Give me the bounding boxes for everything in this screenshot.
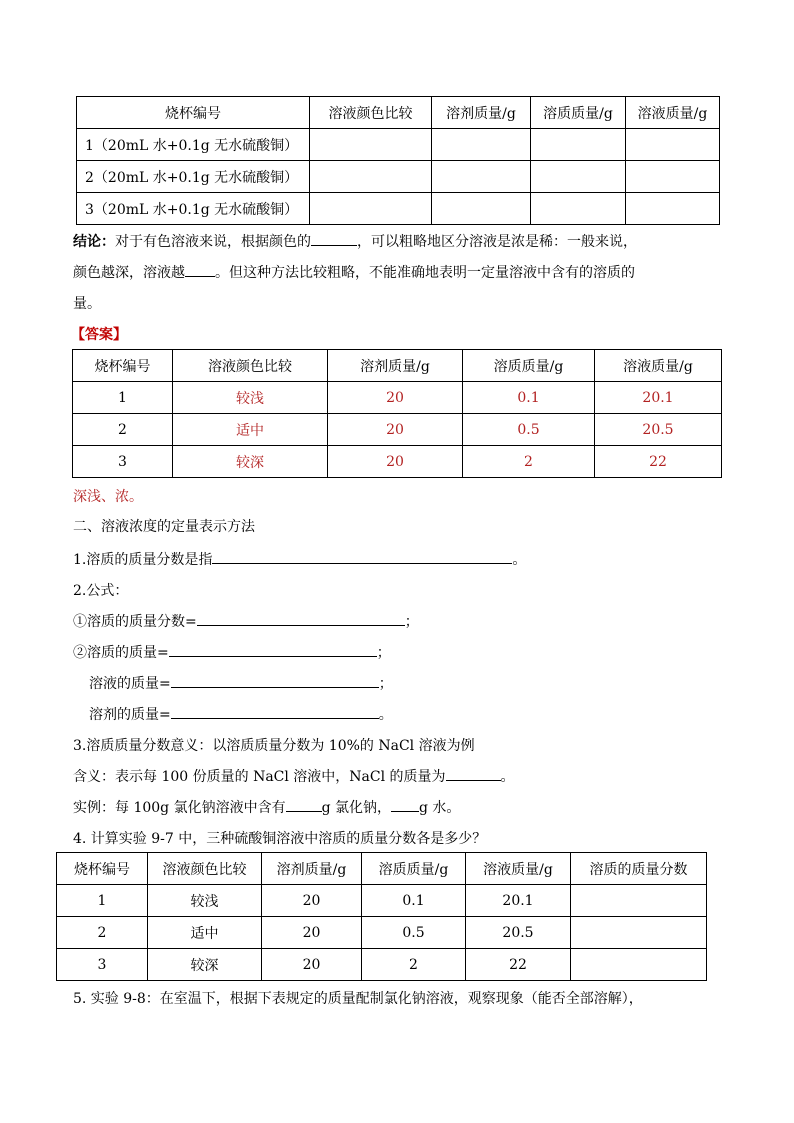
meaning-text: 含义：表示每 100 份质量的 NaCl 溶液中，NaCl 的质量为 bbox=[73, 769, 446, 785]
header-cell: 溶液质量/g bbox=[626, 97, 720, 129]
formula-4 bbox=[89, 704, 393, 724]
cell: 20.1 bbox=[466, 885, 571, 917]
header-cell: 烧杯编号 bbox=[77, 97, 310, 129]
formula-text: 溶液的质量= bbox=[89, 676, 171, 692]
cell: 较深 bbox=[173, 446, 328, 478]
example-text: g 氯化钠， bbox=[321, 800, 392, 816]
blank-line bbox=[169, 642, 377, 657]
blank-line bbox=[171, 704, 379, 719]
cell: 20 bbox=[328, 446, 463, 478]
cell bbox=[571, 949, 707, 981]
question-5: 5. 实验 9-8：在室温下，根据下表规定的质量配制氯化钠溶液，观察现象（能否全部溶解）， bbox=[73, 991, 643, 1007]
header-cell: 烧杯编号 bbox=[57, 853, 148, 885]
table-row bbox=[77, 161, 720, 193]
beaker-label: 1（20mL 水+0.1g 无水硫酸铜） bbox=[77, 129, 310, 161]
cell: 适中 bbox=[173, 414, 328, 446]
cell: 20 bbox=[262, 949, 362, 981]
meaning-line bbox=[73, 766, 515, 786]
header-cell: 溶液颜色比较 bbox=[310, 97, 432, 129]
beaker-table-answer bbox=[72, 349, 722, 478]
answer-label: 【答案】 bbox=[71, 327, 127, 343]
table-header-row bbox=[73, 350, 722, 382]
table-row bbox=[73, 446, 722, 478]
example-text: g 水。 bbox=[419, 800, 461, 816]
formula-text: ①溶质的质量分数= bbox=[73, 614, 197, 630]
header-cell: 溶质质量/g bbox=[531, 97, 626, 129]
example-text: 实例：每 100g 氯化钠溶液中含有 bbox=[73, 800, 286, 816]
cell: 20.5 bbox=[595, 414, 722, 446]
cell: 0.5 bbox=[362, 917, 466, 949]
header-cell: 溶质质量/g bbox=[463, 350, 595, 382]
cell: 较浅 bbox=[148, 885, 262, 917]
header-cell: 溶液质量/g bbox=[595, 350, 722, 382]
cell: 3 bbox=[73, 446, 173, 478]
mass-fraction-table bbox=[56, 852, 707, 981]
question-1 bbox=[73, 549, 526, 569]
blank-line bbox=[286, 797, 322, 812]
blank-line bbox=[212, 549, 512, 564]
table-header-row bbox=[77, 97, 720, 129]
header-cell: 溶液颜色比较 bbox=[173, 350, 328, 382]
formula-text: ； bbox=[378, 676, 393, 692]
question-3: 3.溶质质量分数意义：以溶质质量分数为 10%的 NaCl 溶液为例 bbox=[73, 738, 475, 754]
cell: 2 bbox=[362, 949, 466, 981]
cell: 20.1 bbox=[595, 382, 722, 414]
blank-line bbox=[311, 231, 357, 246]
beaker-table-blank bbox=[76, 96, 720, 225]
conclusion-text: ，可以粗略地区分溶液是浓是稀：一般来说， bbox=[357, 234, 637, 250]
formula-3 bbox=[89, 673, 393, 693]
cell: 1 bbox=[73, 382, 173, 414]
cell bbox=[571, 885, 707, 917]
table-row bbox=[73, 414, 722, 446]
section-heading: 二、溶液浓度的定量表示方法 bbox=[73, 519, 255, 535]
cell: 0.1 bbox=[362, 885, 466, 917]
formula-text: 。 bbox=[378, 707, 393, 723]
meaning-text: 。 bbox=[500, 769, 515, 785]
cell: 0.5 bbox=[463, 414, 595, 446]
conclusion-line-1 bbox=[73, 231, 637, 251]
table-row bbox=[57, 917, 707, 949]
table-row bbox=[73, 382, 722, 414]
header-cell: 溶剂质量/g bbox=[328, 350, 463, 382]
header-cell: 溶质质量/g bbox=[362, 853, 466, 885]
cell: 20 bbox=[262, 885, 362, 917]
conclusion-text: 量。 bbox=[73, 296, 101, 312]
blank-line bbox=[171, 673, 379, 688]
beaker-label: 3（20mL 水+0.1g 无水硫酸铜） bbox=[77, 193, 310, 225]
cell: 0.1 bbox=[463, 382, 595, 414]
cell: 较浅 bbox=[173, 382, 328, 414]
conclusion-text: 。但这种方法比较粗略，不能准确地表明一定量溶液中含有的溶质的 bbox=[215, 265, 635, 281]
beaker-label: 2（20mL 水+0.1g 无水硫酸铜） bbox=[77, 161, 310, 193]
formula-2 bbox=[73, 642, 391, 662]
table-row bbox=[77, 129, 720, 161]
header-cell: 溶液质量/g bbox=[466, 853, 571, 885]
cell: 20.5 bbox=[466, 917, 571, 949]
cell: 适中 bbox=[148, 917, 262, 949]
cell: 较深 bbox=[148, 949, 262, 981]
formula-text: 溶剂的质量= bbox=[89, 707, 171, 723]
cell: 22 bbox=[595, 446, 722, 478]
answer-text: 深浅、浓。 bbox=[73, 489, 143, 505]
cell: 3 bbox=[57, 949, 148, 981]
cell: 2 bbox=[73, 414, 173, 446]
cell: 20 bbox=[328, 382, 463, 414]
table-row bbox=[57, 885, 707, 917]
question-text: 。 bbox=[512, 552, 527, 568]
header-cell: 溶剂质量/g bbox=[262, 853, 362, 885]
question-2: 2.公式： bbox=[73, 583, 129, 599]
formula-text: ②溶质的质量= bbox=[73, 645, 169, 661]
blank-line bbox=[391, 797, 419, 812]
conclusion-label: 结论： bbox=[73, 234, 115, 250]
formula-text: ； bbox=[404, 614, 419, 630]
table-header-row bbox=[57, 853, 707, 885]
conclusion-text: 对于有色溶液来说，根据颜色的 bbox=[115, 234, 311, 250]
cell: 2 bbox=[463, 446, 595, 478]
conclusion-line-3 bbox=[73, 293, 101, 313]
question-4: 4. 计算实验 9-7 中，三种硫酸铜溶液中溶质的质量分数各是多少？ bbox=[73, 831, 487, 847]
question-text: 1.溶质的质量分数是指 bbox=[73, 552, 213, 568]
blank-line bbox=[197, 611, 405, 626]
cell: 2 bbox=[57, 917, 148, 949]
formula-1 bbox=[73, 611, 419, 631]
header-cell: 烧杯编号 bbox=[73, 350, 173, 382]
table-row bbox=[77, 193, 720, 225]
blank-line bbox=[185, 262, 215, 277]
header-cell: 溶质的质量分数 bbox=[571, 853, 707, 885]
cell: 20 bbox=[328, 414, 463, 446]
cell: 20 bbox=[262, 917, 362, 949]
header-cell: 溶剂质量/g bbox=[432, 97, 531, 129]
formula-text: ； bbox=[376, 645, 391, 661]
header-cell: 溶液颜色比较 bbox=[148, 853, 262, 885]
conclusion-line-2 bbox=[73, 262, 635, 282]
example-line bbox=[73, 797, 460, 817]
cell: 22 bbox=[466, 949, 571, 981]
cell: 1 bbox=[57, 885, 148, 917]
table-row bbox=[57, 949, 707, 981]
conclusion-text: 颜色越深，溶液越 bbox=[73, 265, 185, 281]
cell bbox=[571, 917, 707, 949]
blank-line bbox=[446, 766, 501, 781]
